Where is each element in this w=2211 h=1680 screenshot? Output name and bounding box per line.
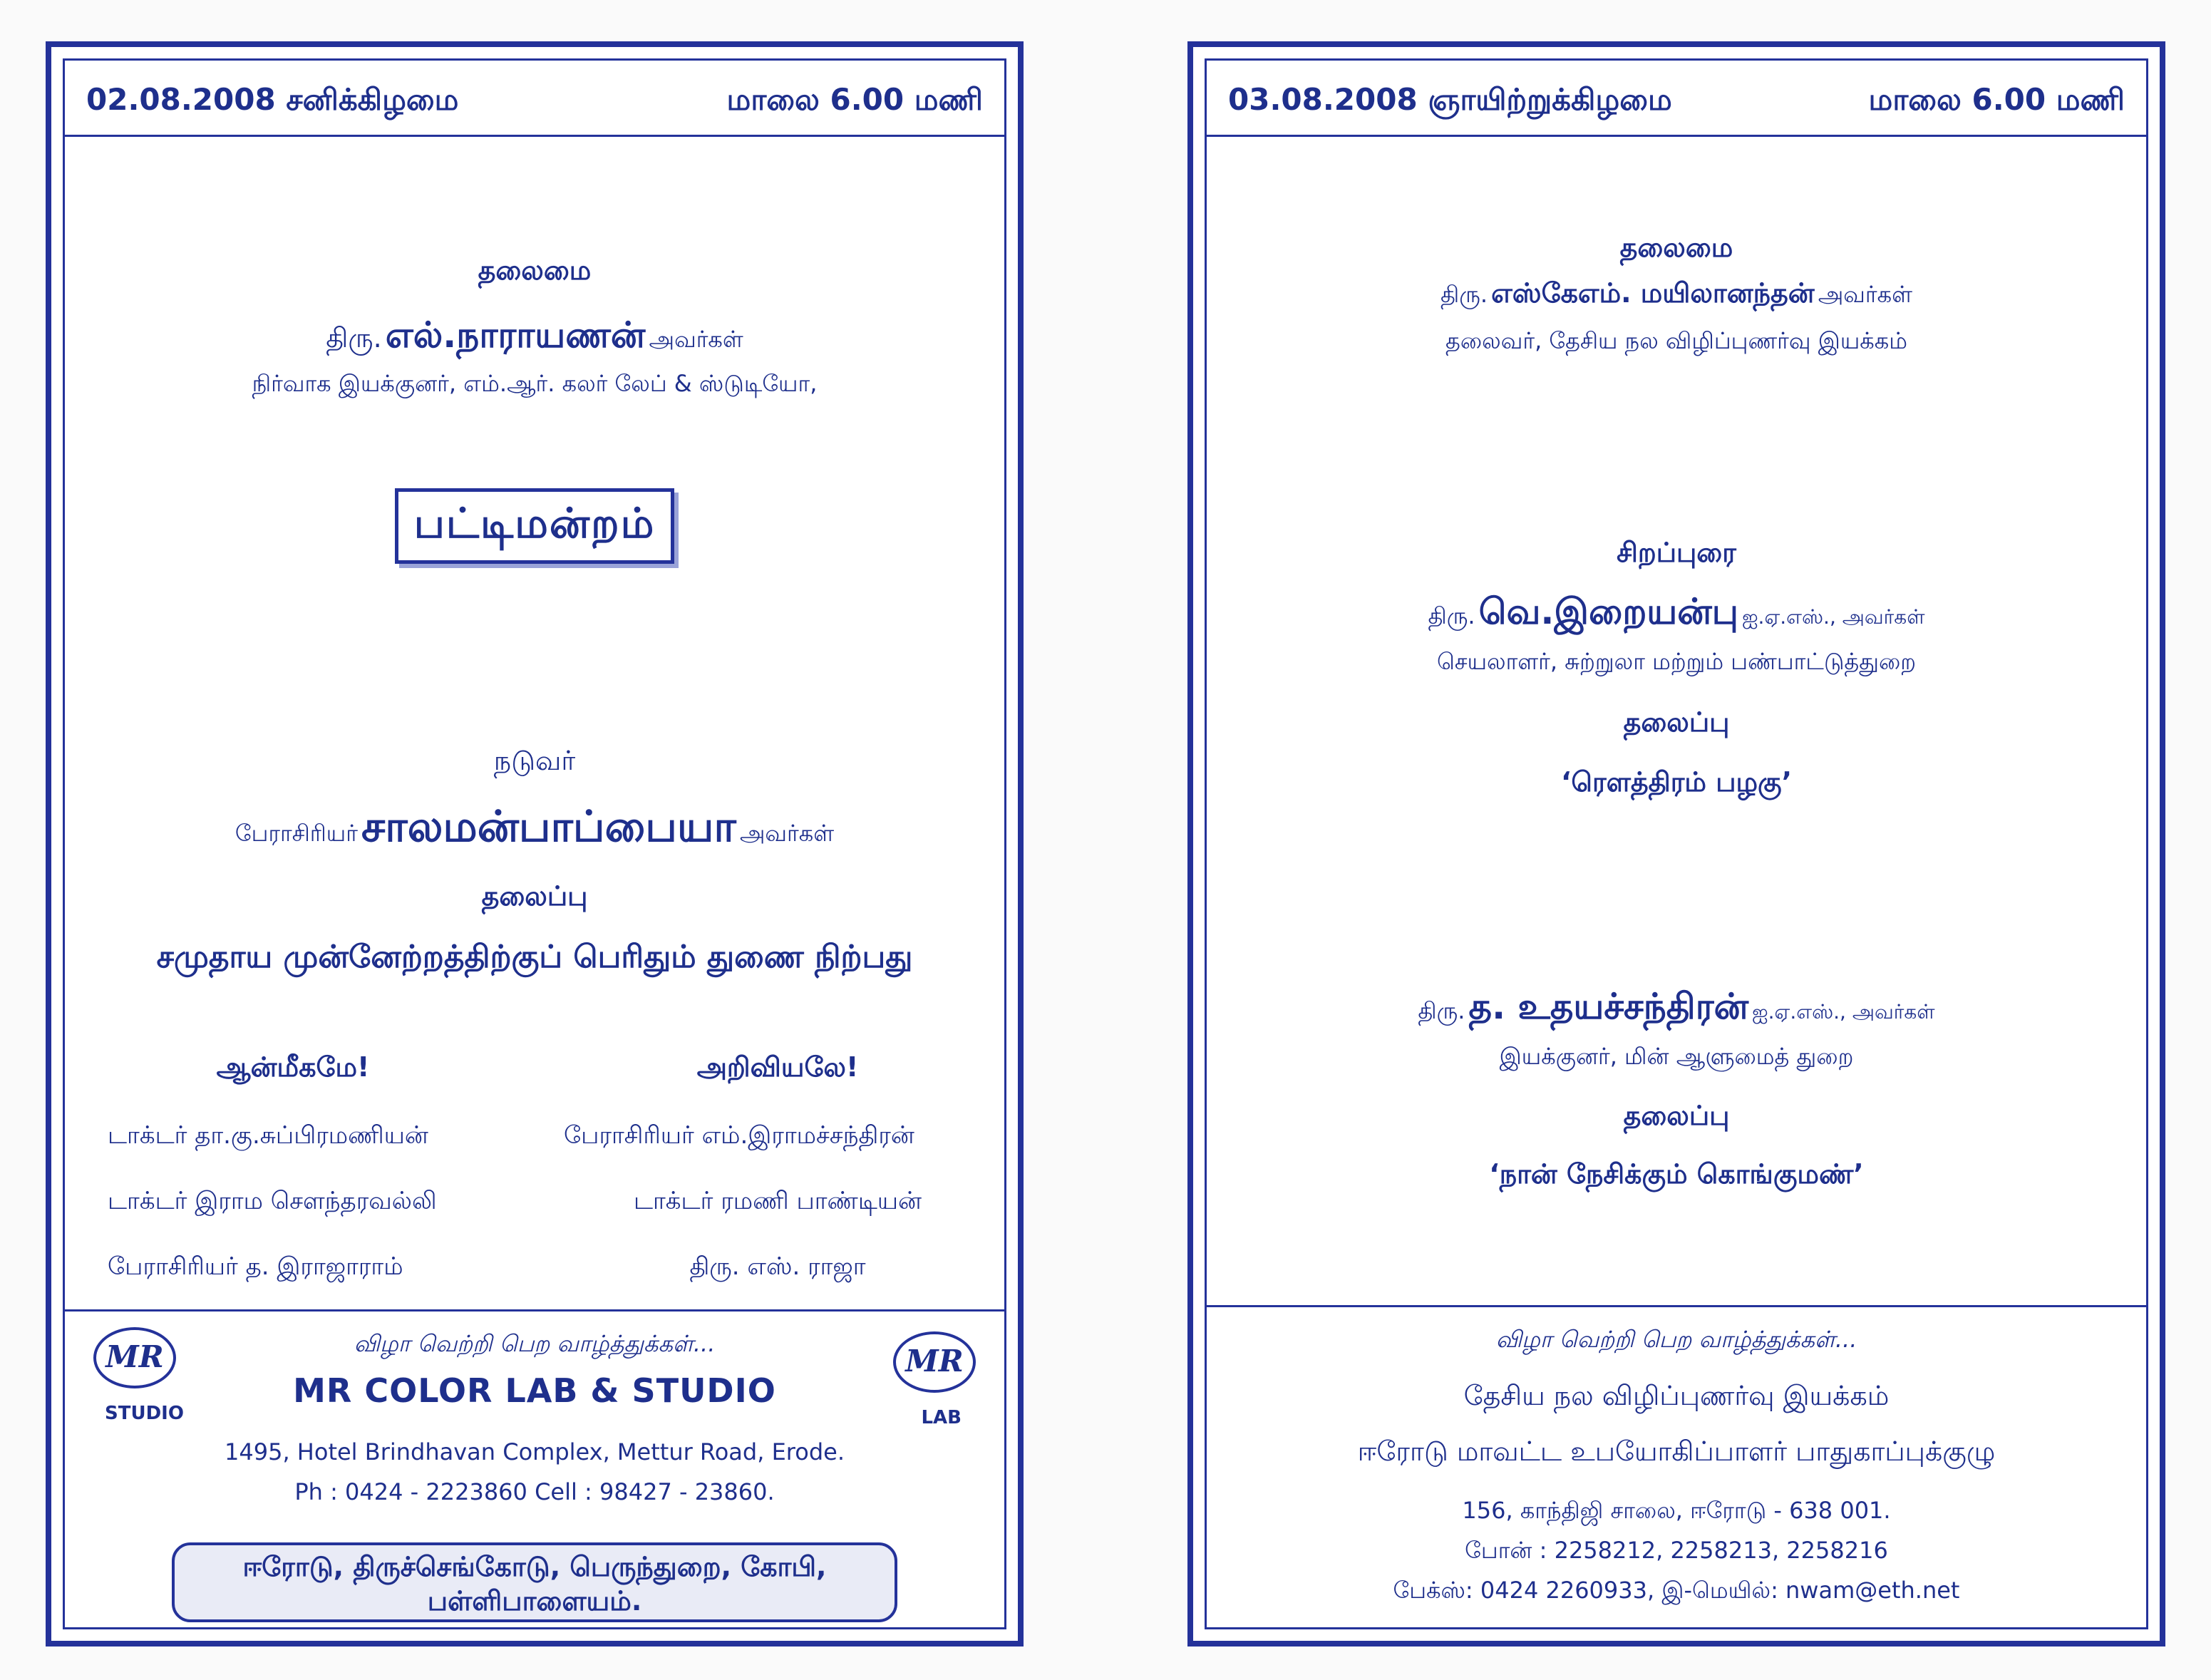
special-speech-prefix: திரு. <box>1428 602 1475 629</box>
special-speech-topic: ‘ரௌத்திரம் பழகு’ <box>1560 766 1793 798</box>
company-phone: Ph : 0424 - 2223860 Cell : 98427 - 23860. <box>294 1478 775 1505</box>
left-team-member: பேராசிரியர் த. இராஜாராம் <box>108 1252 403 1281</box>
left-team-title: ஆன்மீகமே! <box>216 1051 370 1083</box>
second-speech-line <box>1207 986 2146 1032</box>
right-time: மாலை 6.00 மணி <box>1868 82 2125 117</box>
left-chair-role: நிர்வாக இயக்குனர், எம்.ஆர். கலர் லேப் & ஸ்டுடியோ, <box>252 370 818 397</box>
right-team <box>564 1051 991 1284</box>
left-team-member: டாக்டர் இராம சௌந்தரவல்லி <box>108 1187 437 1215</box>
org-address: 156, காந்திஜி சாலை, ஈரோடு - 638 001. <box>1462 1497 1891 1524</box>
left-judge-suffix: அவர்கள் <box>739 820 835 847</box>
right-team-member: டாக்டர் ரமணி பாண்டியன் <box>633 1187 922 1215</box>
left-judge-title: நடுவர் <box>493 745 576 776</box>
left-topic-title: தலைப்பு <box>481 880 588 912</box>
left-invitation-page <box>46 41 1024 1646</box>
left-page-frame <box>63 58 1006 1629</box>
org-name-2: ஈரோடு மாவட்ட உபயோகிப்பாளர் பாதுகாப்புக்குழு <box>1357 1436 1996 1467</box>
studio-label: STUDIO <box>105 1403 184 1424</box>
left-event-title-wrap <box>65 488 1004 564</box>
special-speech-suffix: ஐ.ஏ.எஸ்., அவர்கள் <box>1742 605 1925 629</box>
mr-studio-logo: MR <box>93 1327 176 1388</box>
right-chair-line <box>1207 277 2146 313</box>
right-chair-name: எஸ்கேஎம். மயிலானந்தன் <box>1491 277 1815 309</box>
left-judge-prefix: பேராசிரியர் <box>234 820 358 847</box>
branches-box <box>172 1542 897 1622</box>
special-speech-title: சிறப்புரை <box>1617 537 1736 568</box>
special-speech-name: வெ.இறையன்பு <box>1478 591 1738 632</box>
left-footer-wishes: விழா வெற்றி பெற வாழ்த்துக்கள்... <box>354 1330 716 1357</box>
right-chair-role: தலைவர், தேசிய நல விழிப்புணர்வு இயக்கம் <box>1445 327 1907 354</box>
left-chair-name: எல்.நாராயணன் <box>385 314 646 356</box>
lab-label: LAB <box>921 1407 962 1428</box>
special-speech-line <box>1207 591 2146 637</box>
second-speech-role: இயக்குனர், மின் ஆளுமைத் துறை <box>1499 1043 1854 1070</box>
company-name: MR COLOR LAB & STUDIO <box>293 1371 776 1410</box>
right-page-frame <box>1205 58 2148 1629</box>
second-speech-suffix: ஐ.ஏ.எஸ்., அவர்கள் <box>1752 1000 1935 1024</box>
left-chair-line <box>65 314 1004 361</box>
left-judge-name: சாலமன்பாப்பையா <box>361 802 736 852</box>
left-event-title: பட்டிமன்றம் <box>395 488 675 564</box>
right-footer-wishes: விழா வெற்றி பெற வாழ்த்துக்கள்... <box>1495 1326 1857 1353</box>
second-speech-prefix: திரு. <box>1418 997 1465 1024</box>
left-team-member: டாக்டர் தா.கு.சுப்பிரமணியன் <box>108 1121 428 1150</box>
left-team <box>108 1051 478 1284</box>
right-chair-suffix: அவர்கள் <box>1818 281 1912 308</box>
branches-line-2: பள்ளிபாளையம். <box>427 1585 642 1617</box>
second-speech-name: த. உதயச்சந்திரன் <box>1468 986 1749 1027</box>
left-chair-suffix: அவர்கள் <box>649 326 743 353</box>
special-speech-topic-title: தலைப்பு <box>1623 706 1730 738</box>
right-page-footer <box>1207 1305 2146 1627</box>
right-date-day: 03.08.2008 ஞாயிற்றுக்கிழமை <box>1228 82 1672 117</box>
left-chair-title: தலைமை <box>478 254 592 286</box>
second-speech-topic-title: தலைப்பு <box>1623 1100 1730 1131</box>
right-team-title: அறிவியலே! <box>696 1051 859 1083</box>
right-team-member: திரு. எஸ். ராஜா <box>689 1252 866 1281</box>
org-phone: போன் : 2258212, 2258213, 2258216 <box>1465 1537 1888 1564</box>
right-invitation-page <box>1187 41 2165 1646</box>
branches-line-1: ஈரோடு, திருச்செங்கோடு, பெருந்துறை, கோபி, <box>242 1551 827 1582</box>
special-speech-role: செயலாளர், சுற்றுலா மற்றும் பண்பாட்டுத்துறை <box>1436 648 1917 675</box>
right-chair-title: தலைமை <box>1619 232 1733 263</box>
right-chair-prefix: திரு. <box>1440 281 1488 308</box>
org-fax-email: பேக்ஸ்: 0424 2260933, இ-மெயில்: nwam@eth.net <box>1393 1577 1960 1604</box>
left-date-day: 02.08.2008 சனிக்கிழமை <box>86 82 459 117</box>
company-address: 1495, Hotel Brindhavan Complex, Mettur Road, Erode. <box>225 1438 845 1465</box>
org-name-1: தேசிய நல விழிப்புணர்வு இயக்கம் <box>1463 1380 1890 1411</box>
second-speech-topic: ‘நான் நேசிக்கும் கொங்குமண்’ <box>1489 1158 1864 1190</box>
left-judge-line <box>65 802 1004 857</box>
left-page-footer <box>65 1309 1004 1627</box>
right-team-member: பேராசிரியர் எம்.இராமச்சந்திரன் <box>564 1121 914 1150</box>
left-topic-text: சமுதாய முன்னேற்றத்திற்குப் பெரிதும் துணை நிற்பது <box>156 939 913 975</box>
right-page-header <box>1207 61 2146 137</box>
left-chair-prefix: திரு. <box>326 322 382 354</box>
mr-lab-logo: MR <box>893 1331 976 1393</box>
left-time: மாலை 6.00 மணி <box>726 82 983 117</box>
left-page-header <box>65 61 1004 137</box>
